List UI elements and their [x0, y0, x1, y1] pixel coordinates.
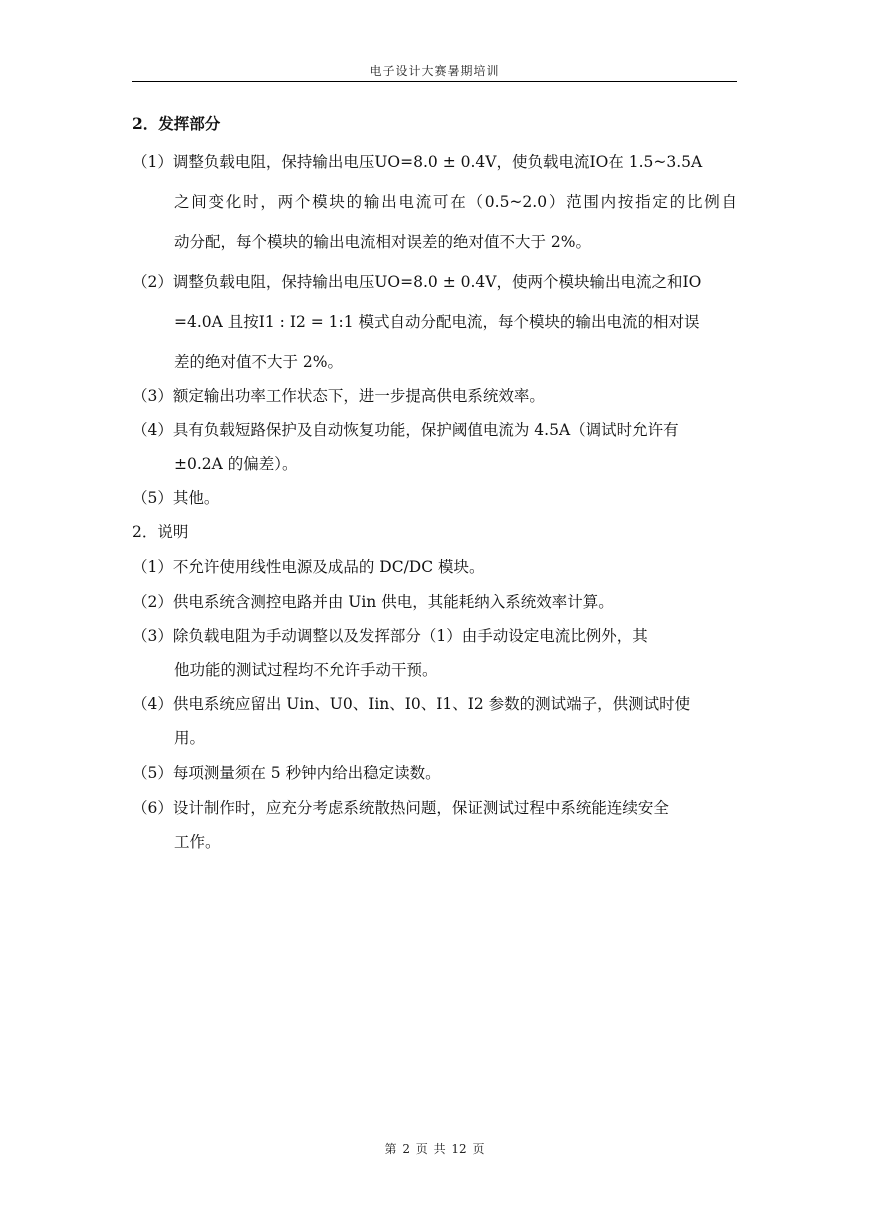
section-heading-extension: 2．发挥部分	[132, 114, 221, 133]
section-heading-notes: 2．说明	[132, 523, 189, 541]
note-item-2: （2）供电系统含测控电路并由 Uin 供电，其能耗纳入系统效率计算。	[132, 593, 614, 611]
note-item-4-line-1: （4）供电系统应留出 Uin、U0、Iin、I0、I1、I2 参数的测试端子，供测试时使	[132, 695, 691, 713]
extension-item-1-line-1: （1）调整负载电阻，保持输出电压UO=8.0 ± 0.4V，使负载电流IO在 1.5~3.5A	[132, 153, 703, 171]
note-item-1: （1）不允许使用线性电源及成品的 DC/DC 模块。	[132, 558, 485, 576]
extension-item-4-line-2: ±0.2A 的偏差）。	[174, 455, 298, 473]
note-item-5: （5）每项测量须在 5 秒钟内给出稳定读数。	[132, 764, 441, 782]
extension-item-5: （5）其他。	[132, 489, 220, 507]
note-item-4-line-2: 用。	[174, 729, 206, 747]
page-footer: 第 2 页 共 12 页	[384, 1142, 485, 1156]
note-item-6-line-2: 工作。	[174, 833, 221, 851]
extension-item-1-line-3: 动分配，每个模块的输出电流相对误差的绝对值不大于 2%。	[174, 233, 592, 251]
note-item-3-line-1: （3）除负载电阻为手动调整以及发挥部分（1）由手动设定电流比例外，其	[132, 627, 648, 645]
extension-item-2-line-3: 差的绝对值不大于 2%。	[174, 353, 344, 371]
extension-item-1-line-2: 之间变化时，两个模块的输出电流可在（0.5~2.0）范围内按指定的比例自	[174, 193, 737, 211]
extension-item-2-line-1: （2）调整负载电阻，保持输出电压UO=8.0 ± 0.4V，使两个模块输出电流之和IO	[132, 273, 702, 291]
page-header: 电子设计大赛暑期培训	[369, 64, 500, 78]
header-divider	[132, 81, 737, 82]
note-item-3-line-2: 他功能的测试过程均不允许手动干预。	[174, 661, 438, 679]
extension-item-3: （3）额定输出功率工作状态下，进一步提高供电系统效率。	[132, 387, 545, 405]
note-item-6-line-1: （6）设计制作时，应充分考虑系统散热问题，保证测试过程中系统能连续安全	[132, 799, 669, 817]
extension-item-4-line-1: （4）具有负载短路保护及自动恢复功能，保护阈值电流为 4.5A（调试时允许有	[132, 421, 679, 439]
extension-item-2-line-2: =4.0A 且按I1 : I2 = 1:1 模式自动分配电流，每个模块的输出电流的相对误	[174, 313, 700, 331]
